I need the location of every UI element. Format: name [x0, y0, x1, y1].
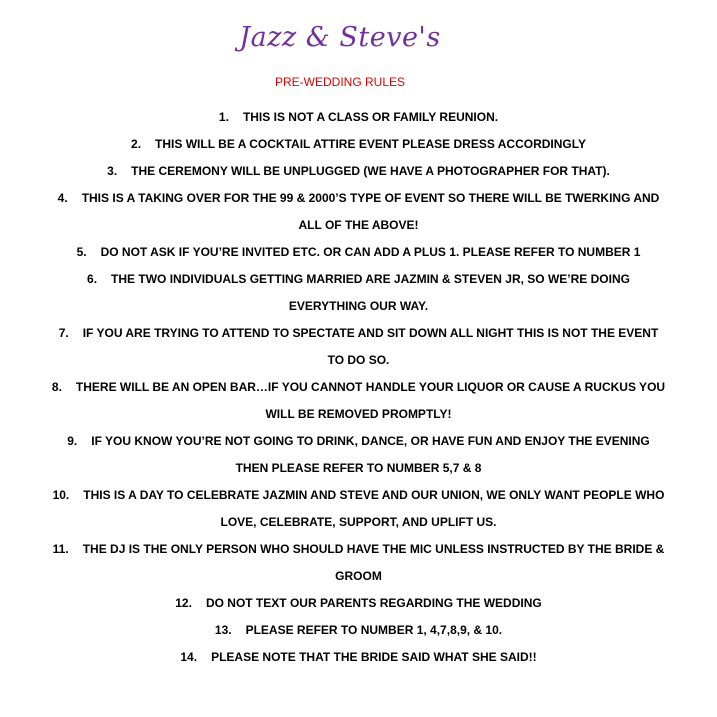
rule-number: 10.	[52, 488, 70, 502]
rule-text: PLEASE NOTE THAT THE BRIDE SAID WHAT SHE SAID!!	[211, 650, 537, 664]
rule-text: THE TWO INDIVIDUALS GETTING MARRIED ARE JAZMIN & STEVEN JR, SO WE’RE DOING EVERYTHING OUR WAY.	[111, 272, 630, 313]
rule-item	[0, 239, 717, 266]
rule-text: THIS WILL BE A COCKTAIL ATTIRE EVENT PLEASE DRESS ACCORDINGLY	[155, 137, 586, 151]
rule-item	[0, 482, 717, 536]
rule-number: 1.	[218, 110, 229, 124]
rule-item	[0, 320, 717, 374]
rule-text: THIS IS A TAKING OVER FOR THE 99 & 2000’S TYPE OF EVENT SO THERE WILL BE TWERKING AND ALL OF THE ABOVE!	[81, 191, 660, 232]
rule-number: 9.	[67, 434, 78, 448]
rule-item	[0, 536, 717, 590]
rule-number: 12.	[175, 596, 192, 610]
rule-item	[0, 104, 717, 131]
rule-text: THE CEREMONY WILL BE UNPLUGGED (WE HAVE A PHOTOGRAPHER FOR THAT).	[131, 164, 610, 178]
rule-text: THIS IS A DAY TO CELEBRATE JAZMIN AND STEVE AND OUR UNION, WE ONLY WANT PEOPLE WHO LOVE, CELEBRATE, SUPPORT, AND UPLIFT US.	[83, 488, 665, 529]
rule-text: THERE WILL BE AN OPEN BAR…IF YOU CANNOT HANDLE YOUR LIQUOR OR CAUSE A RUCKUS YOU WILL BE REMOVED PROMPTLY!	[75, 380, 666, 421]
document-subtitle: PRE-WEDDING RULES	[274, 75, 405, 89]
rule-number: 2.	[131, 137, 142, 151]
rule-number: 7.	[58, 326, 69, 340]
rule-item	[0, 644, 717, 671]
rule-number: 8.	[51, 380, 62, 394]
rule-item	[0, 590, 717, 617]
rule-number: 3.	[107, 164, 118, 178]
rule-item	[0, 374, 717, 428]
rule-number: 5.	[76, 245, 87, 259]
document-title: Jazz & Steve's	[239, 22, 441, 53]
rule-number: 13.	[214, 623, 232, 637]
rule-text: PLEASE REFER TO NUMBER 1, 4,7,8,9, & 10.	[245, 623, 503, 637]
rule-item	[0, 185, 717, 239]
rule-text: DO NOT TEXT OUR PARENTS REGARDING THE WEDDING	[205, 596, 542, 610]
rule-number: 11.	[52, 542, 69, 556]
rule-text: IF YOU ARE TRYING TO ATTEND TO SPECTATE AND SIT DOWN ALL NIGHT THIS IS NOT THE EVENT TO DO SO.	[82, 326, 659, 367]
rules-list	[0, 104, 717, 671]
rule-number: 6.	[87, 272, 98, 286]
rule-item	[0, 617, 717, 644]
rule-item	[0, 158, 717, 185]
rule-text: THIS IS NOT A CLASS OR FAMILY REUNION.	[242, 110, 499, 124]
rule-item	[0, 428, 717, 482]
rule-item	[0, 266, 717, 320]
rule-number: 14.	[180, 650, 198, 664]
rule-text: THE DJ IS THE ONLY PERSON WHO SHOULD HAVE THE MIC UNLESS INSTRUCTED BY THE BRIDE & GROOM	[82, 542, 665, 583]
rule-text: IF YOU KNOW YOU’RE NOT GOING TO DRINK, DANCE, OR HAVE FUN AND ENJOY THE EVENING THEN PLEASE REFER TO NUMBER 5,7 & 8	[91, 434, 650, 475]
rule-text: DO NOT ASK IF YOU’RE INVITED ETC. OR CAN ADD A PLUS 1. PLEASE REFER TO NUMBER 1	[100, 245, 641, 259]
rule-number: 4.	[57, 191, 68, 205]
rule-item	[0, 131, 717, 158]
